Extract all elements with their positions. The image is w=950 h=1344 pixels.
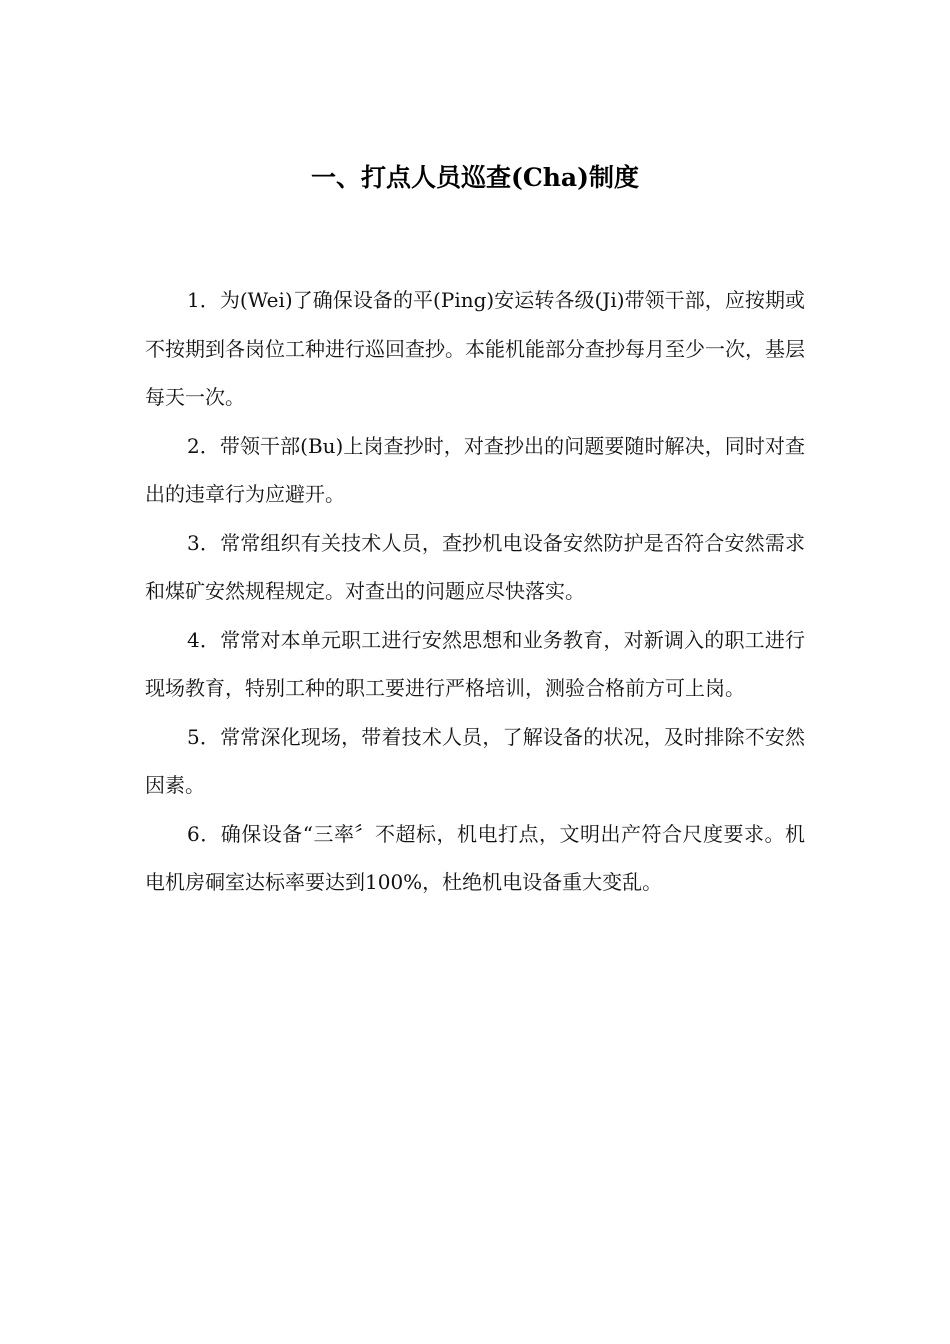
document-title: 一、打点人员巡查(Cha)制度	[311, 163, 639, 192]
paragraph-2: 2．带领干部(Bu)上岗查抄时，对查抄出的问题要随时解决，同时对查出的违章行为应避开。	[145, 433, 805, 506]
paragraph-5: 5．常常深化现场，带着技术人员，了解设备的状况，及时排除不安然因素。	[145, 724, 805, 797]
paragraph-6: 6．确保设备“三率〞不超标，机电打点，文明出产符合尺度要求。机电机房硐室达标率要达到100%，杜绝机电设备重大变乱。	[145, 821, 805, 894]
paragraph-3: 3．常常组织有关技术人员，查抄机电设备安然防护是否符合安然需求和煤矿安然规程规定。对查出的问题应尽快落实。	[145, 530, 805, 603]
paragraph-4: 4．常常对本单元职工进行安然思想和业务教育，对新调入的职工进行现场教育，特别工种的职工要进行严格培训，测验合格前方可上岗。	[145, 627, 805, 700]
document-body	[145, 276, 805, 907]
paragraph-1: 1．为(Wei)了确保设备的平(Ping)安运转各级(Ji)带领干部，应按期或不按期到各岗位工种进行巡回查抄。本能机能部分查抄每月至少一次，基层每天一次。	[145, 288, 805, 409]
